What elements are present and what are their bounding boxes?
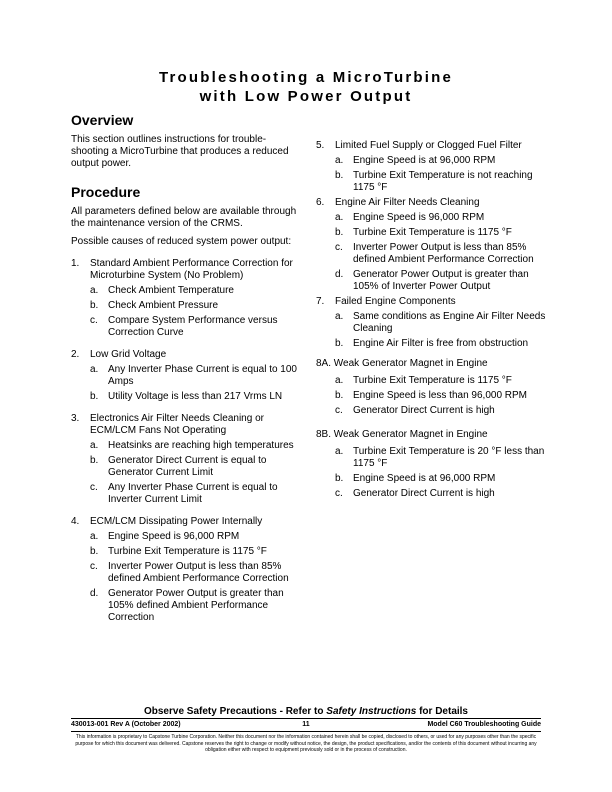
sub-letter: a. bbox=[335, 375, 344, 386]
sub-item bbox=[90, 588, 301, 624]
sub-text: Generator Direct Current is high bbox=[353, 488, 495, 499]
cause-8b bbox=[316, 429, 548, 500]
sub-text: Engine Speed is at 96,000 RPM bbox=[353, 473, 496, 484]
sub-item bbox=[90, 285, 301, 297]
sub-item bbox=[90, 455, 301, 479]
cause-item bbox=[71, 258, 301, 339]
overview-heading: Overview bbox=[71, 112, 134, 128]
sub-letter: b. bbox=[335, 473, 344, 484]
sub-letter: b. bbox=[335, 227, 344, 238]
sub-text: Any Inverter Phase Current is equal to Inverter Current Limit bbox=[108, 482, 278, 505]
sub-text: Inverter Power Output is less than 85% defined Ambient Performance Correction bbox=[353, 242, 534, 265]
sub-text: Engine Speed is at 96,000 RPM bbox=[353, 155, 496, 166]
procedure-heading: Procedure bbox=[71, 184, 141, 200]
sub-text: Turbine Exit Temperature is 1175 °F bbox=[353, 375, 512, 386]
cause-item bbox=[316, 197, 548, 293]
sub-item bbox=[90, 391, 301, 403]
page-title bbox=[0, 68, 612, 106]
sub-item bbox=[90, 561, 301, 585]
cause-label: Standard Ambient Performance Correction for Microturbine System (No Problem) bbox=[90, 258, 293, 281]
sub-text: Same conditions as Engine Air Filter Needs Cleaning bbox=[353, 311, 546, 334]
cause-number: 2. bbox=[71, 349, 80, 360]
cause-label: Engine Air Filter Needs Cleaning bbox=[335, 197, 480, 208]
left-column bbox=[71, 112, 301, 634]
sub-list bbox=[90, 531, 301, 624]
cause-number: 6. bbox=[316, 197, 325, 208]
safety-notice-pre: Observe Safety Precautions - Refer to bbox=[143, 706, 327, 717]
sub-item bbox=[90, 482, 301, 506]
cause-label: Failed Engine Components bbox=[335, 296, 456, 307]
sub-list bbox=[335, 446, 548, 500]
document-id: 430013-001 Rev A (October 2002) bbox=[71, 721, 181, 728]
cause-label: Limited Fuel Supply or Clogged Fuel Filter bbox=[335, 140, 522, 151]
sub-item bbox=[335, 488, 548, 500]
sub-letter: c. bbox=[335, 405, 343, 416]
sub-list bbox=[335, 311, 548, 350]
sub-letter: a. bbox=[90, 440, 99, 451]
sub-letter: a. bbox=[335, 155, 344, 166]
sub-letter: b. bbox=[90, 391, 99, 402]
sub-text: Engine Air Filter is free from obstruction bbox=[353, 338, 529, 349]
title-line-2: with Low Power Output bbox=[199, 88, 413, 105]
cause-label: Low Grid Voltage bbox=[90, 349, 167, 360]
sub-text: Check Ambient Temperature bbox=[108, 285, 234, 296]
sub-item bbox=[335, 311, 548, 335]
sub-text: Engine Speed is less than 96,000 RPM bbox=[353, 390, 527, 401]
sub-letter: d. bbox=[90, 588, 99, 599]
sub-text: Generator Direct Current is equal to Generator Current Limit bbox=[108, 455, 267, 478]
proprietary-disclaimer: This information is proprietary to Capstone Turbine Corporation. Neither this document nor the information contained herein shall be copied, disclosed to others, or used for any purposes other than the specific purpose for which this document was delivered. Capstone reserves the right to change or modify without notice, the design, the product specifications, and/or the contents of this document without incurring any obligation either with respect to equipment previously sold or in the process of construction. bbox=[75, 734, 537, 753]
cause-item bbox=[71, 516, 301, 624]
sub-item bbox=[335, 227, 548, 239]
sub-text: Turbine Exit Temperature is 1175 °F bbox=[353, 227, 512, 238]
safety-notice-emphasis: Safety Instructions bbox=[326, 706, 417, 717]
sub-text: Inverter Power Output is less than 85% defined Ambient Performance Correction bbox=[108, 561, 289, 584]
sub-letter: a. bbox=[90, 285, 99, 296]
sub-text: Generator Power Output is greater than 105% defined Ambient Performance Correction bbox=[108, 588, 284, 623]
sub-item bbox=[90, 531, 301, 543]
title-line-1: Troubleshooting a MicroTurbine bbox=[158, 69, 454, 86]
sub-letter: c. bbox=[335, 242, 343, 253]
sub-letter: b. bbox=[335, 170, 344, 181]
cause-item bbox=[316, 296, 548, 350]
sub-text: Generator Power Output is greater than 105% of Inverter Power Output bbox=[353, 269, 529, 292]
sub-item bbox=[335, 242, 548, 266]
sub-letter: a. bbox=[90, 364, 99, 375]
safety-notice-post: for Details bbox=[416, 706, 468, 717]
causes-list-left bbox=[71, 258, 301, 624]
sub-item bbox=[335, 155, 548, 167]
cause-item bbox=[316, 140, 548, 194]
sub-letter: a. bbox=[335, 311, 344, 322]
sub-text: Turbine Exit Temperature is 1175 °F bbox=[108, 546, 267, 557]
cause-8a bbox=[316, 358, 548, 417]
cause-number: 4. bbox=[71, 516, 80, 527]
sub-item bbox=[335, 390, 548, 402]
cause-number: 3. bbox=[71, 413, 80, 424]
sub-letter: d. bbox=[335, 269, 344, 280]
sub-item bbox=[335, 375, 548, 387]
sub-text: Engine Speed is 96,000 RPM bbox=[108, 531, 240, 542]
sub-item bbox=[335, 405, 548, 417]
sub-letter: c. bbox=[90, 315, 98, 326]
sub-item bbox=[335, 269, 548, 293]
sub-letter: b. bbox=[335, 338, 344, 349]
sub-item bbox=[90, 300, 301, 312]
sub-item bbox=[335, 473, 548, 485]
cause-8a-label: 8A. Weak Generator Magnet in Engine bbox=[316, 358, 488, 369]
sub-letter: b. bbox=[90, 546, 99, 557]
cause-number: 1. bbox=[71, 258, 80, 269]
sub-list bbox=[335, 375, 548, 417]
cause-item bbox=[71, 349, 301, 403]
page-number: 11 bbox=[302, 721, 310, 728]
sub-item bbox=[90, 315, 301, 339]
sub-letter: c. bbox=[90, 561, 98, 572]
sub-item bbox=[335, 170, 548, 194]
sub-text: Heatsinks are reaching high temperatures bbox=[108, 440, 294, 451]
sub-text: Generator Direct Current is high bbox=[353, 405, 495, 416]
cause-label: Electronics Air Filter Needs Cleaning or ECM/LCM Fans Not Operating bbox=[90, 413, 264, 436]
safety-notice bbox=[0, 706, 612, 717]
sub-letter: b. bbox=[335, 390, 344, 401]
sub-letter: a. bbox=[335, 446, 344, 457]
sub-item bbox=[335, 338, 548, 350]
cause-number: 5. bbox=[316, 140, 325, 151]
sub-item bbox=[90, 440, 301, 452]
sub-text: Any Inverter Phase Current is equal to 100 Amps bbox=[108, 364, 297, 387]
guide-title: Model C60 Troubleshooting Guide bbox=[427, 721, 541, 728]
sub-item bbox=[335, 446, 548, 470]
sub-text: Utility Voltage is less than 217 Vrms LN bbox=[108, 391, 283, 402]
sub-letter: c. bbox=[335, 488, 343, 499]
sub-letter: c. bbox=[90, 482, 98, 493]
overview-text: This section outlines instructions for trouble-shooting a MicroTurbine that produces a reduced output power. bbox=[71, 134, 289, 169]
procedure-intro-1: All parameters defined below are available through the maintenance version of the CRMS. bbox=[71, 206, 297, 229]
right-column bbox=[316, 140, 548, 503]
sub-list bbox=[90, 285, 301, 339]
procedure-intro-2: Possible causes of reduced system power output: bbox=[71, 236, 292, 247]
sub-text: Compare System Performance versus Correction Curve bbox=[108, 315, 278, 338]
sub-text: Turbine Exit Temperature is not reaching 1175 °F bbox=[353, 170, 533, 193]
sub-letter: a. bbox=[90, 531, 99, 542]
footer-divider-bottom bbox=[71, 731, 541, 732]
cause-8b-label: 8B. Weak Generator Magnet in Engine bbox=[316, 429, 488, 440]
cause-label: ECM/LCM Dissipating Power Internally bbox=[90, 516, 263, 527]
cause-number: 7. bbox=[316, 296, 325, 307]
sub-item bbox=[90, 546, 301, 558]
sub-item bbox=[90, 364, 301, 388]
sub-text: Engine Speed is 96,000 RPM bbox=[353, 212, 485, 223]
footer-divider-top bbox=[71, 718, 541, 719]
sub-list bbox=[90, 364, 301, 403]
sub-text: Check Ambient Pressure bbox=[108, 300, 219, 311]
sub-text: Turbine Exit Temperature is 20 °F less than 1175 °F bbox=[353, 446, 545, 469]
causes-list-right bbox=[316, 140, 548, 350]
sub-list bbox=[335, 212, 548, 293]
sub-list bbox=[90, 440, 301, 506]
sub-letter: a. bbox=[335, 212, 344, 223]
sub-letter: b. bbox=[90, 300, 99, 311]
cause-item bbox=[71, 413, 301, 506]
sub-letter: b. bbox=[90, 455, 99, 466]
sub-item bbox=[335, 212, 548, 224]
sub-list bbox=[335, 155, 548, 194]
